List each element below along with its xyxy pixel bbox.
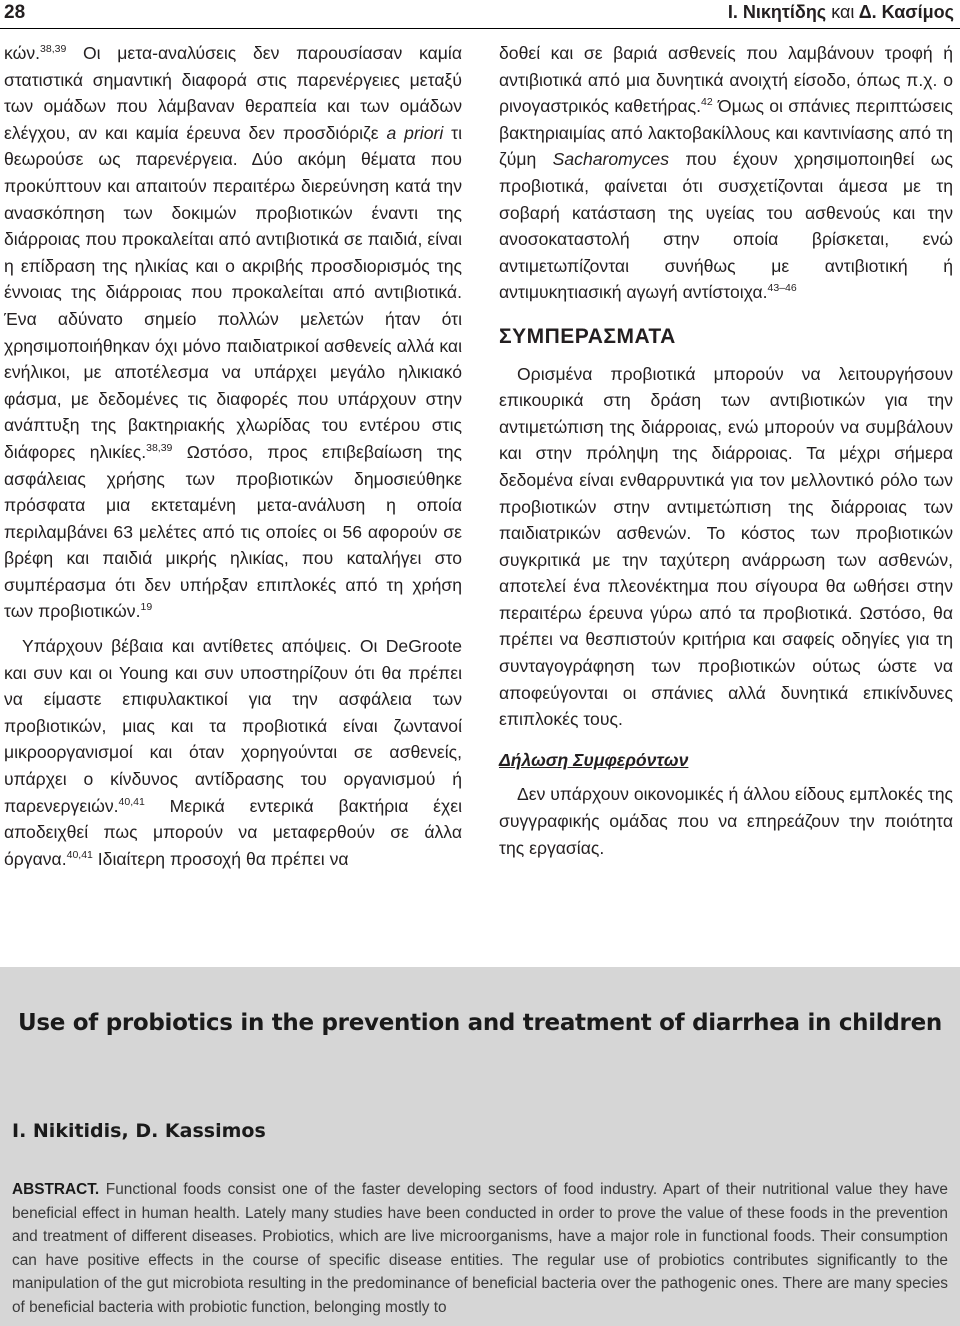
running-head-author-2: Δ. Κασίμος <box>858 2 954 22</box>
conclusions-heading: ΣΥΜΠΕΡΑΣΜΑΤΑ <box>499 324 676 348</box>
english-abstract <box>12 1178 948 1319</box>
citation-ref: 42 <box>700 96 713 109</box>
running-head-author-1: Ι. Νικητίδης <box>727 2 827 22</box>
right-column <box>499 40 953 861</box>
left-column <box>4 40 462 872</box>
english-authors: I. Nikitidis, D. Kassimos <box>12 1120 266 1142</box>
header-rule <box>0 28 960 29</box>
citation-ref: 43–46 <box>767 282 797 295</box>
english-title: Use of probiotics in the prevention and treatment of diarrhea in children <box>18 1010 942 1036</box>
conclusions-paragraph: Ορισμένα προβιοτικά μπορούν να λειτουργήσουν επικουρικά στη δράση των αντιβιοτικών για την αντιμετώπιση της διάρροιας, ενώ μπορούν να συμβάλουν και στην πρόληψη της διάρροιας. Τα μέχρι σήμερα δεδομένα είναι ενθαρρυντικά για τον μελλοντικό ρόλο των προβιοτικών στην αντιμετώπιση της διάρροιας των παιδιατρικών ασθενών. Το κόστος των προβιοτικών συγκριτικά με την ταχύτερη ανάρρωση των ασθενών, αποτελεί ένα πλεονέκτημα που σίγουρα θα ωθήσει στην περαιτέρω έρευνα γύρω από τα προβιοτικά. Ωστόσο, θα πρέπει να θεσπιστούν κριτήρια και σαφείς οδηγίες για τη συνταγογράφηση των προβιοτικών ούτως ώστε να αποφεύγονται οι σπάνιες αλλά δυνητικά επικίνδυνες επιπλοκές τους. <box>499 363 953 730</box>
left-paragraph-1: κών.$^{38,39}$ Οι μετα-αναλύσεις δεν παρουσίασαν καμία στατιστικά σημαντική διαφορά στις παρενέργειες μεταξύ των ομάδων που λάμβαναν θεραπεία και των ομάδων ελέγχου, αν και καμία έρευνα δεν προσδιόριζε a priori τι θεωρούσε ως παρενέργεια. Δύο ακόμη θέματα που προκύπτουν και απαιτούν περαιτέρω διερεύνηση κατά την ανασκόπηση των δοκιμών προβιοτικών έναντι της διάρροιας που προκαλείται από αντιβιοτικά σε παιδιά, είναι η επίδραση της ηλικίας και ο ακριβής προσδιορισμός της έννοιας της διάρροιας που προκαλείται από αντιβιοτικά. Ένα αδύνατο σημείο πολλών μελετών ήταν ότι χρησιμοποιήθηκαν όχι μόνο παιδιατρικοί ασθενείς αλλά και ενήλικοι, με αποτέλεσμα να υπάρχει μεγάλο ηλικιακό φάσμα, με δεδομένες τις διαφορές που υπάρχουν στην ανάπτυξη της βακτηριακής χλωρίδας του εντέρου στις διάφορες ηλικίες.$^{38,39}$ Ωστόσο, προς επιβεβαίωση της ασφάλειας χρήσης των προβιοτικών δημοσιεύθηκε πρόσφατα μια εκτεταμένη μετα-ανάλυση η οποία περιλαμβάνει 63 μελέτες από τις οποίες οι 56 αφορούν σε βρέφη και παιδιά μικρής ηλικίας, που καταλήγει στο συμπέρασμα ότι δεν υπήρξαν επιπλοκές από τη χρήση των προβιοτικών.$^{19}$ <box>4 43 463 622</box>
right-paragraph-1: δοθεί και σε βαριά ασθενείς που λαμβάνουν τροφή ή αντιβιοτικά από μια δυνητικά ανοιχτή είσοδο, όπως π.χ. ο ρινογαστρικός καθετήρας.$^{42}$ Όμως οι σπάνιες περιπτώσεις βακτηριαιμίας από λακτοβακίλλους και καντινίασης από τη ζύμη Sacharomyces που έχουν χρησιμοποιηθεί ως προβιοτικά, φαίνεται ότι συσχετίζονται άμεσα με τη σοβαρή κατάσταση της υγείας του ασθενούς και την ανοσοκαταστολή στην οποία βρίσκεται, ενώ αντιμετωπίζονται συνήθως με αντιβιοτική ή αντιμυκητιασική αγωγή αντίστοιχα.$^{43-46}$ <box>499 43 953 303</box>
citation-ref: 40,41 <box>66 848 93 861</box>
disclosure-heading: Δήλωση Συμφερόντων <box>499 749 689 770</box>
running-head-conjunction: και <box>831 2 855 22</box>
running-head <box>728 2 954 23</box>
abstract-text: Functional foods consist one of the faster developing sectors of food industry. Apart of their nutritional value they have beneficial effect in human health. Lately many studies have been conducted in order to prove the value of these foods in the prevention and treatment of different diseases. Probiotics, which are live microorganisms, have a major role in functional foods. Their consumption can have positive effects in the course of specific disease entities. The regular use of probiotics contributes significantly to the manipulation of the gut microbiota resulting in the predominance of beneficial bacteria over the pathogenic ones. There are many species of beneficial bacteria with probiotic function, belonging mostly to <box>12 1181 948 1316</box>
citation-ref: 40,41 <box>118 795 145 808</box>
citation-ref: 19 <box>140 601 153 614</box>
abstract-label: ABSTRACT. <box>12 1181 100 1198</box>
citation-ref: 38,39 <box>146 441 173 454</box>
citation-ref: 38,39 <box>40 43 67 55</box>
left-paragraph-2: Υπάρχουν βέβαια και αντίθετες απόψεις. Οι DeGroote και συν και οι Young και συν υποστηρίζουν ότι θα πρέπει να είμαστε επιφυλακτικοί για την ασφάλεια των προβιοτικών, μιας και τα προβιοτικά είναι ζωντανοί μικροοργανισμοί και όταν χορηγούνται σε ασθενείς, υπάρχει ο κίνδυνος αντίδρασης του οργανισμού ή παρενεργειών.$^{40,41}$ Μερικά εντερικά βακτήρια έχει αποδειχθεί πως μπορούν να μεταφερθούν σε άλλα όργανα.$^{40,41}$ Ιδιαίτερη προσοχή θα πρέπει να <box>4 636 462 869</box>
page-number: 28 <box>4 2 26 23</box>
disclosure-paragraph: Δεν υπάρχουν οικονομικές ή άλλου είδους εμπλοκές της συγγραφικής ομάδας που να επηρεάζουν την ποιότητα της εργασίας. <box>499 784 953 858</box>
